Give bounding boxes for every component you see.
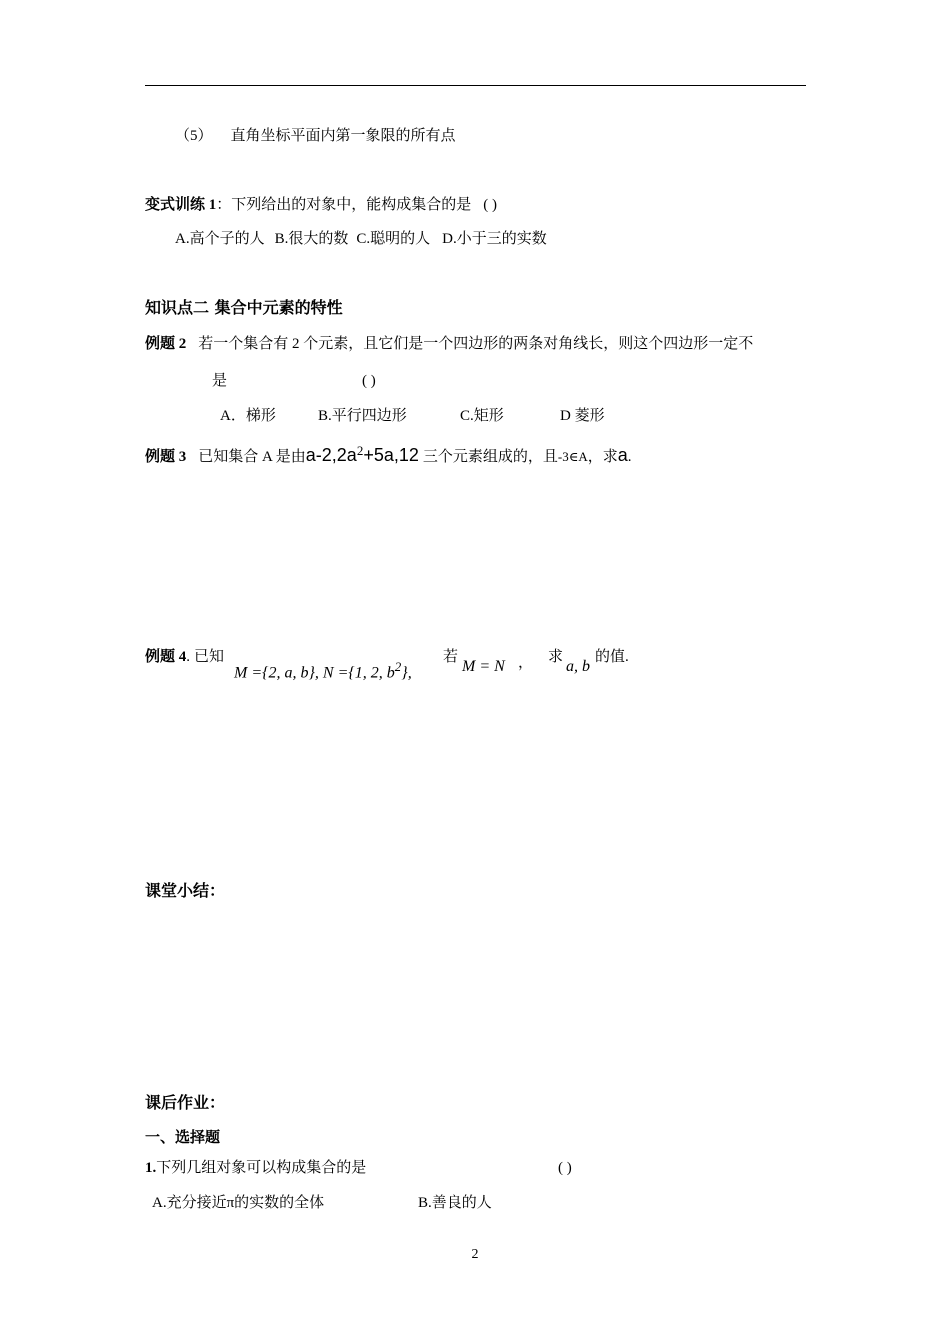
example-2-option-a: A．梯形: [220, 408, 276, 424]
example-3-label: 例题 3: [145, 449, 187, 465]
homework-title: 课后作业：: [145, 1093, 226, 1112]
example-3-mid: 三个元素组成的，且: [422, 449, 558, 465]
example-4-label: 例题 4: [145, 649, 187, 665]
example-4-dot: .: [186, 649, 191, 665]
variant-option-c: C.聪明的人: [356, 231, 431, 247]
variant-question: [145, 195, 497, 215]
variant-label: 变式训练 1: [145, 197, 217, 213]
example-4: [145, 647, 224, 667]
variant-option-a: A.高个子的人: [175, 231, 265, 247]
example-3-pre: 已知集合 A 是由: [198, 449, 306, 465]
page-number: 2: [471, 1247, 479, 1262]
example-4-comma: ，: [518, 655, 534, 671]
header-rule: [145, 85, 806, 86]
example-4-end: 的值.: [595, 649, 629, 665]
example-2-cont-text: 是: [212, 373, 228, 389]
example-4-ask: 求: [548, 649, 564, 665]
example-2-cont: [212, 371, 227, 391]
variant-options: [175, 229, 547, 249]
variant-text: ：下列给出的对象中，能构成集合的是: [216, 197, 472, 213]
example-4-vars: a, b: [566, 658, 590, 675]
homework-q1-text: 下列几组对象可以构成集合的是: [156, 1160, 367, 1176]
example-3-ask: ，求: [587, 449, 618, 465]
example-3-sup: 2: [356, 443, 364, 458]
example-4-cond: M = N: [462, 658, 505, 675]
example-2-text: 若一个集合有 2 个元素，且它们是一个四边形的两条对角线长，则这个四边形一定不: [198, 336, 754, 352]
example-2-option-d: D 菱形: [560, 408, 605, 424]
example-3-end: .: [627, 449, 632, 465]
example-4-sets: [234, 657, 412, 683]
homework-q1-option-a: A.充分接近π的实数的全体: [152, 1195, 325, 1211]
section-title-kp2: 知识点二 集合中元素的特性: [145, 298, 343, 317]
summary-title: 课堂小结：: [145, 881, 226, 900]
homework-q1-number: 1.: [145, 1160, 157, 1176]
example-4-if: 若: [443, 649, 459, 665]
homework-q1: [145, 1158, 366, 1178]
example-3-expr-b: +5a,12: [363, 445, 419, 465]
homework-q1-option-b: B.善良的人: [418, 1195, 492, 1211]
variant-option-b: B.很大的数: [274, 231, 349, 247]
example-4-sets-end: },: [401, 664, 412, 682]
item-5-text: 直角坐标平面内第一象限的所有点: [230, 128, 456, 144]
example-4-sets-text: M ={2, a, b}, N ={1, 2, b: [234, 664, 395, 682]
item-5: [175, 126, 456, 146]
variant-paren: ( ): [483, 197, 498, 213]
example-2-paren: ( ): [362, 373, 376, 389]
example-2-label: 例题 2: [145, 336, 187, 352]
example-3-cond: -3∈A: [557, 449, 588, 464]
example-2-option-b: B.平行四边形: [318, 408, 407, 424]
example-3-var: a: [617, 445, 628, 465]
example-3-expr-a: a-2,2a: [305, 445, 357, 465]
example-3: [145, 441, 632, 467]
item-5-number: （5）: [175, 128, 213, 144]
homework-q1-paren: ( ): [558, 1160, 572, 1176]
example-2: [145, 334, 753, 354]
homework-section: 一、选择题: [145, 1128, 221, 1146]
example-2-option-c: C.矩形: [460, 408, 504, 424]
example-4-pre: 已知: [194, 649, 225, 665]
variant-option-d: D.小于三的实数: [442, 231, 547, 247]
example-4-sets-sup: 2: [394, 659, 402, 674]
